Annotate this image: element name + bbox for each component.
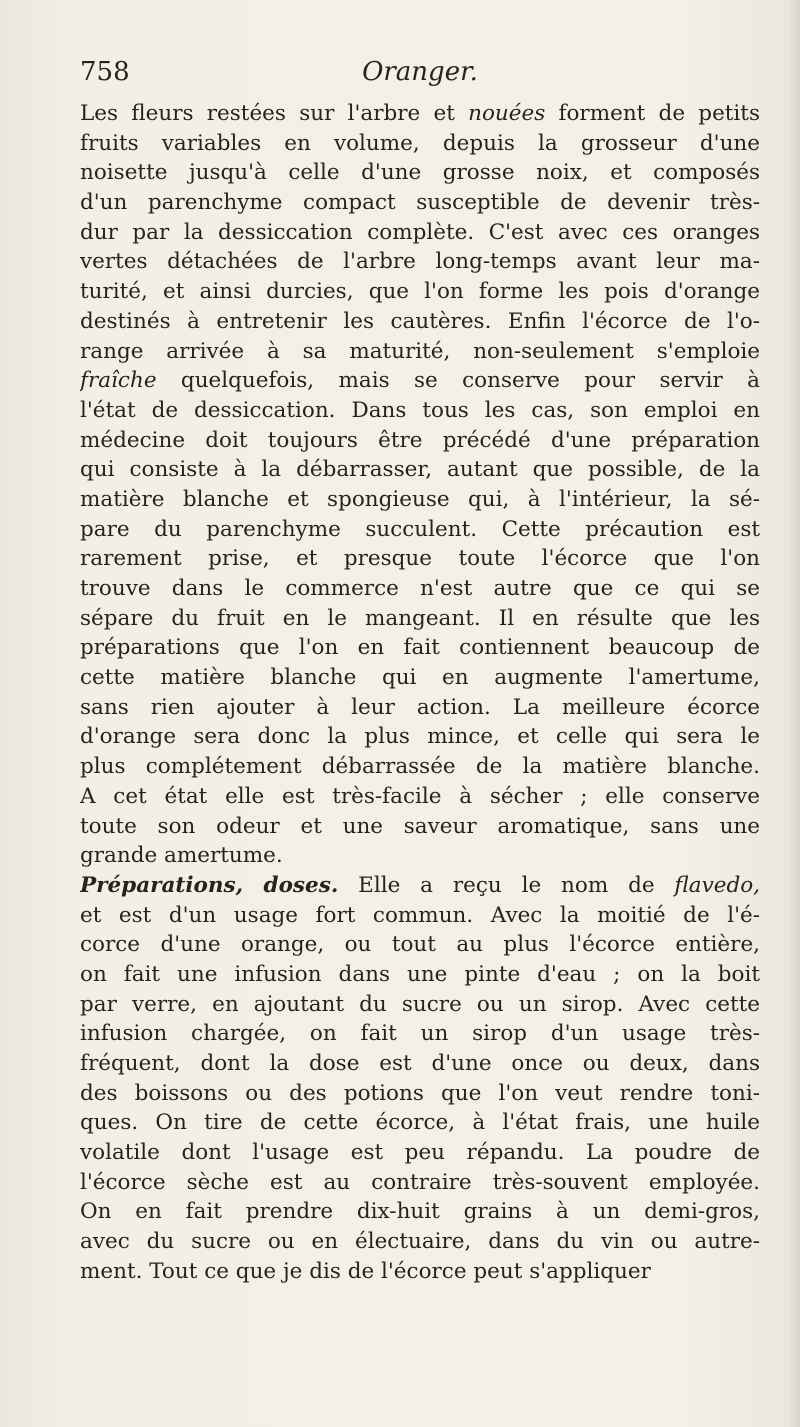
text-line: [80, 1138, 760, 1168]
text-line: [80, 366, 760, 396]
text-segment: ques. On tire de cette écorce, à l'état frais, une huile: [80, 1110, 760, 1136]
text-line: [80, 247, 760, 277]
text-line: [80, 1168, 760, 1198]
text-segment: médecine doit toujours être précédé d'une préparation: [80, 427, 760, 453]
text-line: [80, 158, 760, 188]
section-heading: Préparations, doses.: [80, 872, 339, 898]
text-segment: des boissons ou des potions que l'on veut rendre toni-: [80, 1080, 760, 1106]
text-segment: grande amertume.: [80, 843, 283, 869]
text-line: [80, 990, 760, 1020]
text-line: [80, 277, 760, 307]
text-segment: pare du parenchyme succulent. Cette précaution est: [80, 516, 760, 542]
text-line: [80, 1108, 760, 1138]
text-segment: turité, et ainsi durcies, que l'on forme les pois d'orange: [80, 279, 760, 305]
text-segment: rarement prise, et presque toute l'écorce que l'on: [80, 546, 760, 572]
text-line: [80, 693, 760, 723]
text-segment: avec du sucre ou en électuaire, dans du vin ou autre-: [80, 1229, 760, 1255]
text-segment: ment. Tout ce que je dis de l'écorce peut s'appliquer: [80, 1258, 651, 1284]
text-segment: d'un parenchyme compact susceptible de devenir très-: [80, 190, 760, 216]
text-segment: dur par la dessiccation complète. C'est avec ces oranges: [80, 219, 760, 245]
text-segment: sans rien ajouter à leur action. La meilleure écorce: [80, 694, 760, 720]
text-segment: sépare du fruit en le mangeant. Il en résulte que les: [80, 605, 760, 631]
italic-term: fraîche: [80, 368, 157, 394]
text-line: [80, 574, 760, 604]
text-line: [80, 960, 760, 990]
text-segment: infusion chargée, on fait un sirop d'un usage très-: [80, 1021, 760, 1047]
text-segment: fréquent, dont la dose est d'une once ou deux, dans: [80, 1051, 760, 1076]
text-segment: forment de petits: [545, 101, 760, 126]
page-header: [80, 55, 760, 95]
text-segment: l'écorce sèche est au contraire très-souvent employée.: [80, 1169, 760, 1195]
text-line: [80, 337, 760, 367]
text-segment: vertes détachées de l'arbre long-temps avant leur ma-: [80, 249, 760, 275]
text-line: [80, 129, 760, 159]
italic-term: nouées: [468, 101, 546, 126]
text-segment: plus complétement débarrassée de la matière blanche.: [80, 754, 760, 780]
text-segment: l'état de dessiccation. Dans tous les cas, son emploi en: [80, 397, 760, 423]
text-line: [80, 841, 760, 871]
text-line: [80, 812, 760, 842]
text-segment: A cet état elle est très-facile à sécher ; elle conserve: [80, 783, 760, 809]
text-segment: On en fait prendre dix-huit grains à un demi-gros,: [80, 1199, 760, 1225]
text-line: [80, 722, 760, 752]
text-line: [80, 604, 760, 634]
text-line: [80, 218, 760, 248]
italic-term: flavedo,: [674, 872, 760, 898]
text-segment: trouve dans le commerce n'est autre que ce qui se: [80, 576, 760, 601]
text-segment: on fait une infusion dans une pinte d'eau ; on la boit: [80, 961, 760, 987]
text-line: [80, 396, 760, 426]
page-number: 758: [80, 57, 130, 87]
text-line: [80, 901, 760, 931]
text-segment: noisette jusqu'à celle d'une grosse noix, et composés: [80, 160, 760, 186]
text-segment: quelquefois, mais se conserve pour servir à: [156, 368, 760, 394]
text-line: [80, 515, 760, 545]
text-line: [80, 188, 760, 218]
text-segment: Les fleurs restées sur l'arbre et: [80, 101, 469, 126]
text-line: [80, 99, 760, 129]
text-segment: volatile dont l'usage est peu répandu. La poudre de: [80, 1140, 760, 1166]
text-segment: range arrivée à sa maturité, non-seulement s'emploie: [80, 338, 760, 364]
text-line: [80, 1079, 760, 1109]
text-line: [80, 1227, 760, 1257]
text-segment: cette matière blanche qui en augmente l'amertume,: [80, 665, 760, 691]
text-line: [80, 871, 760, 901]
text-line: [80, 752, 760, 782]
text-line: [80, 1049, 760, 1079]
running-title: Oranger.: [362, 57, 478, 87]
text-segment: par verre, en ajoutant du sucre ou un sirop. Avec cette: [80, 991, 760, 1017]
text-segment: toute son odeur et une saveur aromatique, sans une: [80, 813, 760, 839]
text-line: [80, 1019, 760, 1049]
text-segment: fruits variables en volume, depuis la grosseur d'une: [80, 130, 760, 156]
text-line: [80, 455, 760, 485]
text-segment: matière blanche et spongieuse qui, à l'intérieur, la sé-: [80, 486, 760, 512]
text-line: [80, 485, 760, 515]
text-line: [80, 782, 760, 812]
text-segment: corce d'une orange, ou tout au plus l'écorce entière,: [80, 932, 760, 958]
body-text: [80, 99, 760, 1287]
text-line: [80, 1197, 760, 1227]
text-segment: et est d'un usage fort commun. Avec la moitié de l'é-: [80, 902, 760, 928]
text-line: [80, 633, 760, 663]
text-segment: préparations que l'on en fait contiennent beaucoup de: [80, 635, 760, 661]
text-segment: Elle a reçu le nom de: [338, 872, 675, 898]
text-line: [80, 426, 760, 456]
text-segment: destinés à entretenir les cautères. Enfin l'écorce de l'o-: [80, 308, 760, 334]
text-line: [80, 930, 760, 960]
page-edge: [790, 0, 800, 1427]
text-line: [80, 307, 760, 337]
text-line: [80, 544, 760, 574]
text-line: [80, 663, 760, 693]
text-segment: d'orange sera donc la plus mince, et celle qui sera le: [80, 724, 760, 750]
text-line: [80, 1257, 760, 1287]
text-segment: qui consiste à la débarrasser, autant que possible, de la: [80, 457, 760, 483]
